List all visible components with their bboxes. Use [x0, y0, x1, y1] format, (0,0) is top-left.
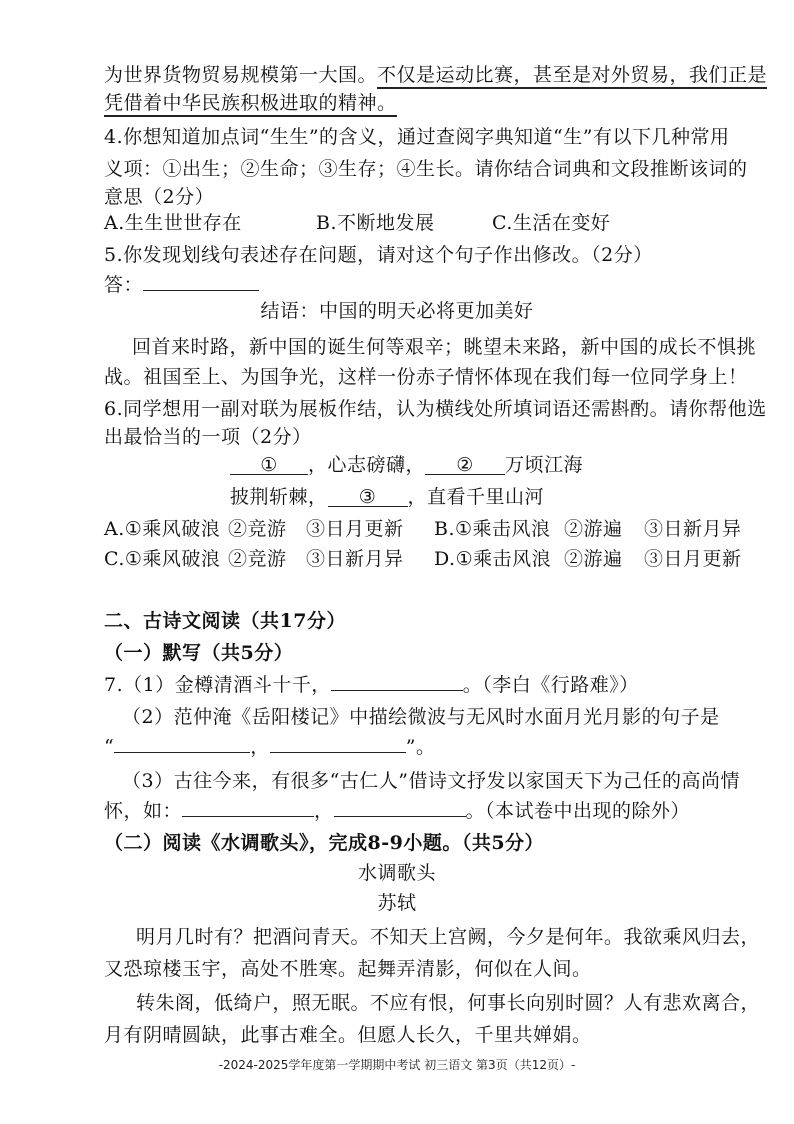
q6-line-1: 6.同学想用一副对联为展板作结，认为横线处所填词语还需斟酌。请你帮他选	[104, 398, 767, 420]
q7-part-3-suffix: 。（本试卷中出现的除外）	[465, 800, 691, 822]
q7-comma-1: ，	[250, 736, 270, 758]
conclusion-title: 结语：中国的明天必将更加美好	[260, 300, 534, 322]
q6-option-c-2: ②竞游	[228, 548, 287, 570]
couplet-line-2	[230, 484, 544, 510]
q6-option-a-1[interactable]: A.①乘风破浪	[104, 518, 221, 540]
conclusion-line-1: 回首来时路，新中国的诞生何等艰辛；眺望未来路，新中国的成长不惧挑	[132, 336, 757, 358]
q7-part-3-line-1: （3）古往今来，有很多“古仁人”借诗文抒发以家国天下为己任的高尚情	[122, 770, 741, 792]
q4-option-c[interactable]: C.生活在变好	[492, 212, 611, 234]
poem-author: 苏轼	[377, 892, 417, 914]
q7-blank-3[interactable]	[270, 734, 406, 753]
section-2-title: 二、古诗文阅读（共17分）	[104, 610, 346, 632]
couplet-text-3: 披荆斩棘，	[230, 486, 328, 508]
q5-answer-blank[interactable]	[143, 272, 259, 291]
poem-title: 水调歌头	[357, 862, 436, 884]
q7-part-2-line-1: （2）范仲淹《岳阳楼记》中描绘微波与无风时水面月光月影的句子是	[122, 706, 720, 728]
page-footer: -2024-2025学年度第一学期期中考试 初三语文 第3页（共12页）-	[218, 1058, 576, 1072]
q4-options	[104, 210, 610, 236]
couplet-text-1: ，心志磅礴，	[308, 454, 426, 476]
q5-answer-label: 答：	[104, 274, 144, 296]
q5-answer-line	[104, 272, 259, 298]
q6-option-d-2: ②游遍	[564, 548, 623, 570]
poem-line-2: 又恐琼楼玉宇，高处不胜寒。起舞弄清影，何似在人间。	[104, 958, 592, 980]
q7-part-3-prefix: 怀，如：	[104, 800, 183, 822]
q7-close-quote: ”。	[405, 736, 436, 758]
q6-line-2: 出最恰当的一项（2分）	[104, 426, 312, 448]
q6-option-b-2: ②游遍	[564, 518, 623, 540]
q7-part-1	[104, 672, 639, 698]
q7-open-quote: “	[104, 736, 115, 758]
q4-option-b[interactable]: B.不断地发展	[316, 212, 435, 234]
poem-line-1: 明月几时有？把酒问青天。不知天上宫阙，今夕是何年。我欲乘风归去，	[136, 926, 761, 948]
q6-option-c-3: ③日新月异	[306, 548, 404, 570]
poem-line-4: 月有阴晴圆缺，此事古难全。但愿人长久，千里共婵娟。	[104, 1024, 592, 1046]
q4-line-3: 意思（2分）	[104, 186, 215, 208]
q6-option-c-1[interactable]: C.①乘风破浪	[104, 548, 221, 570]
subsection-2-title: （二）阅读《水调歌头》，完成8-9小题。（共5分）	[104, 832, 545, 854]
poem-line-3: 转朱阁，低绮户，照无眠。不应有恨，何事长向别时圆？人有悲欢离合，	[136, 992, 761, 1014]
couplet-line-1	[230, 452, 583, 478]
q4-line-1: 4.你想知道加点词“生生”的含义，通过查阅字典知道“生”有以下几种常用	[104, 126, 730, 148]
q6-option-d-1[interactable]: D.①乘击风浪	[434, 548, 552, 570]
q6-option-d-3: ③日月更新	[644, 548, 742, 570]
q7-blank-5[interactable]	[334, 798, 466, 817]
q5-line-1: 5.你发现划线句表述存在问题，请对这个句子作出修改。（2分）	[104, 244, 653, 266]
q7-blank-1[interactable]	[331, 672, 463, 691]
q4-line-2: 义项：①出生；②生命；③生存；④生长。请你结合词典和文段推断该词的	[104, 158, 748, 180]
underlined-sentence-end: 凭借着中华民族积极进取的精神。	[104, 92, 397, 117]
couplet-text-4: ，直看千里山河	[407, 486, 545, 508]
passage-line-1	[104, 62, 767, 88]
q7-part-1-suffix: 。（李白《行路难》）	[462, 674, 639, 696]
couplet-blank-3[interactable]: ③	[328, 488, 408, 507]
q7-part-1-prefix: 7.（1）金樽清酒斗十千，	[104, 674, 331, 696]
passage-text: 为世界货物贸易规模第一大国。	[104, 64, 378, 86]
q6-option-b-3: ③日新月异	[644, 518, 742, 540]
couplet-blank-1[interactable]: ①	[230, 456, 308, 475]
q6-option-a-3: ③日月更新	[306, 518, 404, 540]
conclusion-line-2: 战。祖国至上、为国争光，这样一份赤子情怀体现在我们每一位同学身上！	[104, 366, 748, 388]
q6-option-a-2: ②竞游	[228, 518, 287, 540]
q6-options-row-2	[104, 546, 742, 572]
underlined-sentence: 不仅是运动比赛，甚至是对外贸易，我们正是	[377, 64, 767, 89]
q4-option-a[interactable]: A.生生世世存在	[104, 212, 242, 234]
q7-comma-2: ，	[314, 800, 334, 822]
q7-blank-2[interactable]	[114, 734, 250, 753]
q6-option-b-1[interactable]: B.①乘击风浪	[434, 518, 551, 540]
couplet-blank-2[interactable]: ②	[425, 456, 505, 475]
q6-options-row-1	[104, 516, 742, 542]
passage-line-2	[104, 90, 397, 116]
q7-part-2-line-2	[104, 734, 435, 760]
q7-part-3-line-2	[104, 798, 690, 824]
couplet-text-2: 万顷江海	[505, 454, 584, 476]
subsection-1-title: （一）默写（共5分）	[104, 642, 294, 664]
q7-blank-4[interactable]	[182, 798, 314, 817]
